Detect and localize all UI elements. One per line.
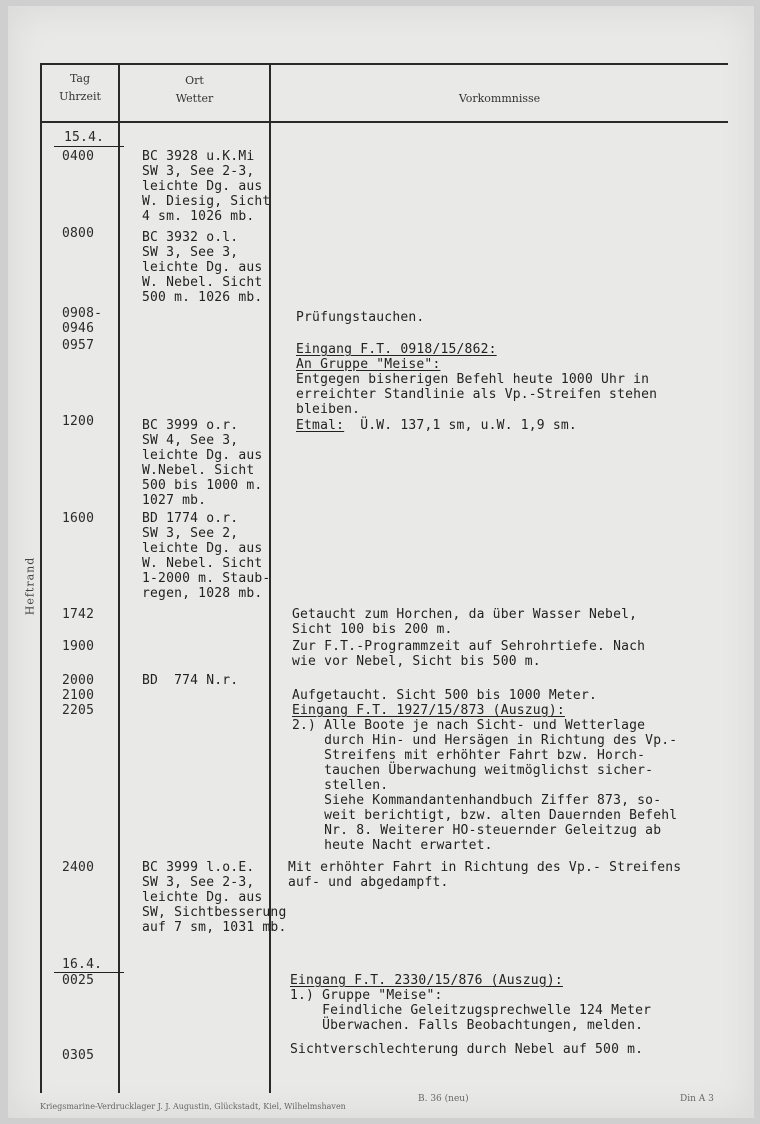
weather-1600: BD 1774 o.r. SW 3, See 2, leichte Dg. aus W. Nebel. Sicht 1-2000 m. Staub- regen, 1028 mb. xyxy=(142,511,271,601)
date-15-4: 15.4. xyxy=(64,130,105,145)
event-2400: Mit erhöhter Fahrt in Richtung des Vp.- Streifens auf- und abgedampft. xyxy=(288,860,682,890)
etmal-label: Etmal: xyxy=(296,418,345,433)
etmal-text: Ü.W. 137,1 sm, u.W. 1,9 sm. xyxy=(344,418,577,433)
event-0305: Sichtverschlechterung durch Nebel auf 500 m. xyxy=(290,1042,644,1057)
header-bottom-rule xyxy=(40,121,728,123)
date-16-4: 16.4. xyxy=(62,957,103,972)
header-time: Uhrzeit xyxy=(59,90,101,103)
footer-paper-size: Din A 3 xyxy=(680,1094,714,1104)
time-0400: 0400 xyxy=(62,149,95,164)
header-place-weather xyxy=(120,72,269,108)
top-rule xyxy=(40,63,728,65)
column-divider-1 xyxy=(118,63,120,1093)
event-2100: Aufgetaucht. Sicht 500 bis 1000 Meter. xyxy=(292,688,598,703)
event-2205-body: 2.) Alle Boote je nach Sicht- und Wetterlage durch Hin- und Hersägen in Richtung des Vp.- Streifens mit erhöhter Fahrt bzw. Horch- tauchen Überwachung weitmöglichst sicher- stellen. Siehe Kommandantenhandbuch Ziffer 873, so- weit berichtigt, bzw. alten Dauernden Befehl Nr. 8. Weiterer HO-steuernder Geleitzug ab heute Nacht erwartet. xyxy=(292,718,678,853)
time-1600: 1600 xyxy=(62,511,95,526)
event-0908: Prüfungstauchen. xyxy=(296,310,425,325)
logbook-page xyxy=(8,6,754,1118)
header-day-time xyxy=(42,70,118,106)
event-1742: Getaucht zum Horchen, da über Wasser Nebel, Sicht 100 bis 200 m. xyxy=(292,607,638,637)
event-0957-etmal xyxy=(296,418,577,433)
weather-0800: BC 3932 o.l. SW 3, See 3, leichte Dg. aus W. Nebel. Sicht 500 m. 1026 mb. xyxy=(142,230,263,305)
footer-form-number: B. 36 (neu) xyxy=(418,1094,469,1104)
date-rule-1 xyxy=(54,146,124,147)
weather-2400: BC 3999 l.o.E. SW 3, See 2-3, leichte Dg. aus SW, Sichtbesserung auf 7 sm, 1031 mb. xyxy=(142,860,287,935)
time-0957: 0957 xyxy=(62,338,95,353)
event-0025-heading: Eingang F.T. 2330/15/876 (Auszug): xyxy=(290,973,563,988)
weather-2000: BD 774 N.r. xyxy=(142,673,239,688)
event-1900: Zur F.T.-Programmzeit auf Sehrohrtiefe. Nach wie vor Nebel, Sicht bis 500 m. xyxy=(292,639,646,669)
time-0305: 0305 xyxy=(62,1048,95,1063)
header-place: Ort xyxy=(185,74,204,87)
header-weather: Wetter xyxy=(175,92,214,105)
event-2205-heading: Eingang F.T. 1927/15/873 (Auszug): xyxy=(292,703,565,718)
time-2400: 2400 xyxy=(62,860,95,875)
header-events: Vorkommnisse xyxy=(458,92,541,105)
event-0957-heading: Eingang F.T. 0918/15/862: xyxy=(296,342,497,357)
time-2000-2100-2205: 2000 2100 2205 xyxy=(62,673,95,718)
weather-1200: BC 3999 o.r. SW 4, See 3, leichte Dg. aus W.Nebel. Sicht 500 bis 1000 m. 1027 mb. xyxy=(142,418,263,508)
weather-0400: BC 3928 u.K.Mi SW 3, See 2-3, leichte Dg. aus W. Diesig, Sicht 4 sm. 1026 mb. xyxy=(142,149,271,224)
time-0908-0946: 0908- 0946 xyxy=(62,306,103,336)
header-day: Tag xyxy=(69,72,91,85)
time-0800: 0800 xyxy=(62,226,95,241)
event-0025-body: 1.) Gruppe "Meise": Feindliche Geleitzugsprechwelle 124 Meter Überwachen. Falls Beobachtungen, melden. xyxy=(290,988,652,1033)
left-border xyxy=(40,63,42,1093)
time-1900: 1900 xyxy=(62,639,95,654)
footer-printer: Kriegsmarine-Verdrucklager J. J. Augustin, Glückstadt, Kiel, Wilhelmshaven xyxy=(40,1102,346,1111)
margin-label: Heftrand xyxy=(23,556,37,616)
time-0025: 0025 xyxy=(62,973,95,988)
time-1200: 1200 xyxy=(62,414,95,429)
time-1742: 1742 xyxy=(62,607,95,622)
event-0957-body: Entgegen bisherigen Befehl heute 1000 Uhr in erreichter Standlinie als Vp.-Streifen stehen bleiben. xyxy=(296,372,658,417)
event-0957-recipient: An Gruppe "Meise": xyxy=(296,357,441,372)
